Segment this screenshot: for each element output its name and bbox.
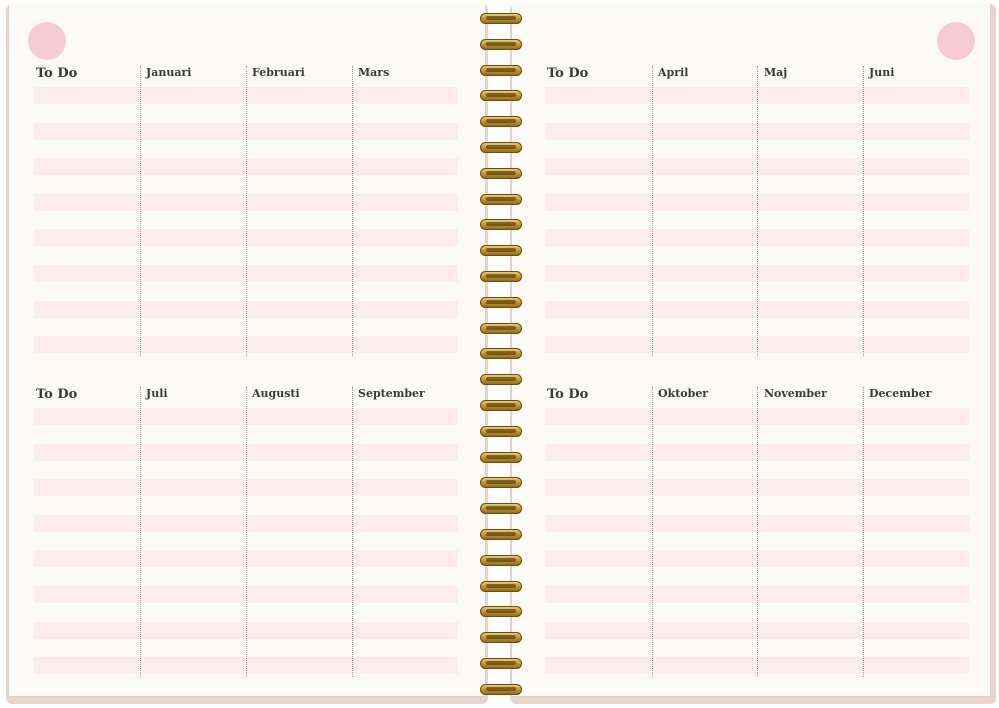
column-divider [140,66,141,356]
spiral-ring [480,529,522,540]
spiral-ring [480,581,522,592]
month-heading-april: April [658,66,689,79]
right-page [512,4,990,696]
spiral-ring [480,297,522,308]
month-heading-september: September [358,387,425,400]
month-heading-februari: Februari [252,66,305,79]
spiral-ring [480,219,522,230]
column-divider [863,387,864,677]
column-divider [863,66,864,356]
column-divider [246,66,247,356]
month-heading-augusti: Augusti [252,387,300,400]
month-heading-december: December [869,387,932,400]
spiral-binding [476,0,526,708]
spiral-ring [480,632,522,643]
todo-heading: To Do [36,387,78,402]
month-heading-mars: Mars [358,66,390,79]
column-divider [652,66,653,356]
block-q1 [34,66,458,356]
spiral-ring [480,116,522,127]
spiral-ring [480,555,522,566]
spiral-ring [480,658,522,669]
column-divider [246,387,247,677]
column-divider [652,387,653,677]
todo-heading: To Do [547,66,589,81]
left-page [9,4,485,696]
pink-circle-decoration [937,22,975,60]
spiral-ring [480,503,522,514]
pink-circle-decoration [28,22,66,60]
spiral-ring [480,452,522,463]
spiral-ring [480,168,522,179]
column-divider [352,387,353,677]
month-heading-oktober: Oktober [658,387,709,400]
column-divider [757,387,758,677]
todo-heading: To Do [547,387,589,402]
column-divider [757,66,758,356]
month-heading-maj: Maj [764,66,788,79]
month-heading-juli: Juli [146,387,168,400]
spiral-ring [480,323,522,334]
block-q4 [545,387,969,677]
spiral-ring [480,606,522,617]
month-heading-juni: Juni [869,66,895,79]
spiral-ring [480,13,522,24]
block-q3 [34,387,458,677]
spiral-ring [480,65,522,76]
spiral-ring [480,348,522,359]
spiral-ring [480,142,522,153]
todo-heading: To Do [36,66,78,81]
spiral-ring [480,39,522,50]
spiral-ring [480,271,522,282]
column-divider [140,387,141,677]
spiral-ring [480,245,522,256]
spiral-ring [480,477,522,488]
month-heading-november: November [764,387,827,400]
spiral-ring [480,684,522,695]
spiral-ring [480,194,522,205]
spiral-ring [480,374,522,385]
block-q2 [545,66,969,356]
month-heading-januari: Januari [146,66,192,79]
spiral-ring [480,426,522,437]
column-divider [352,66,353,356]
spiral-ring [480,400,522,411]
spiral-ring [480,90,522,101]
